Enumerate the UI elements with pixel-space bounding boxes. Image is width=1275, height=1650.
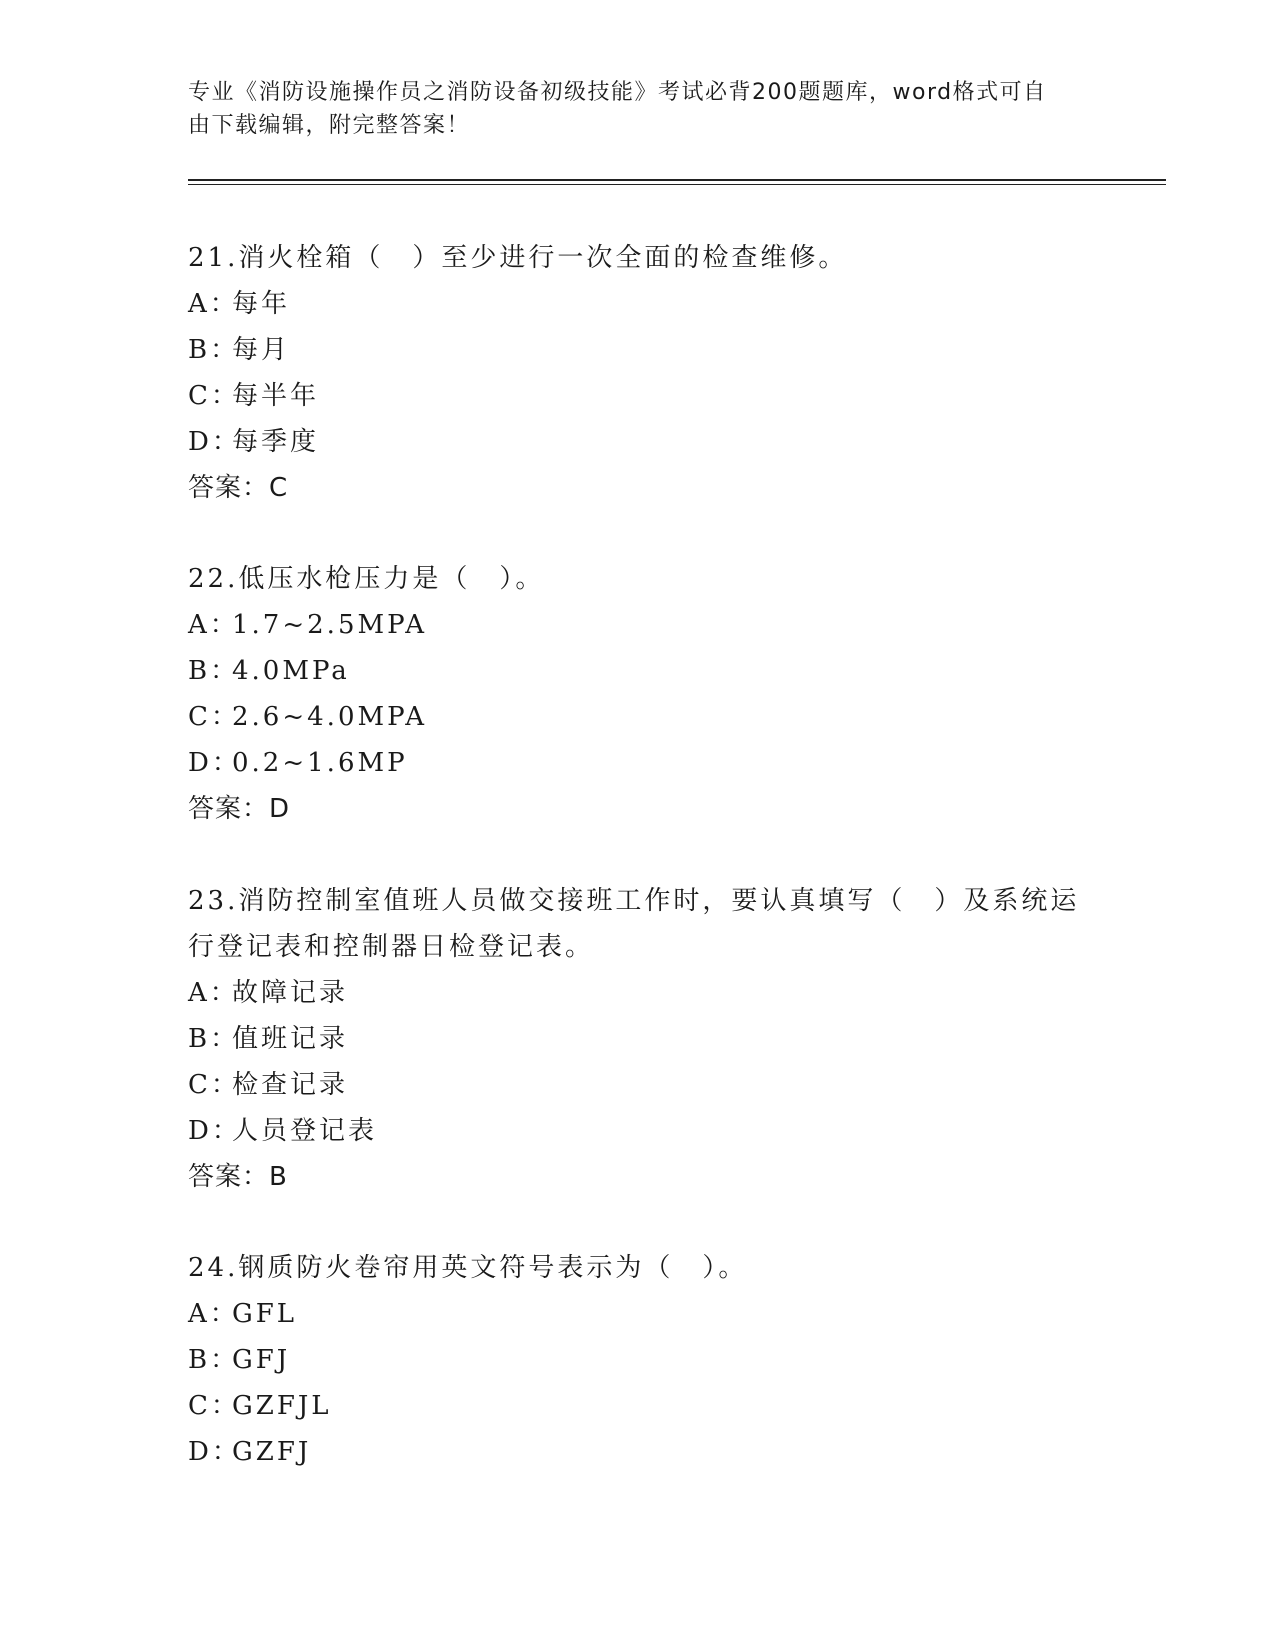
option-c [188,1062,1088,1108]
option-letter: D： [188,748,241,778]
option-letter: D： [188,1116,241,1146]
option-text: 人员登记表 [232,1116,378,1146]
document-page [188,0,1168,185]
option-text: 值班记录 [232,1024,349,1054]
option-b [188,327,1088,373]
option-letter: D： [188,1437,241,1467]
option-b [188,1337,1088,1383]
question-stem: 22.低压水枪压力是（ ）。 [188,564,545,594]
option-a [188,281,1088,327]
option-letter: A： [188,289,239,319]
question-stem: 23.消防控制室值班人员做交接班工作时，要认真填写（ ）及系统运行登记表和控制器日检登记表。 [188,886,1080,962]
option-letter: B： [188,656,240,686]
option-text: 0.2~1.6MP [232,748,408,778]
option-b [188,648,1088,694]
option-letter: D： [188,427,241,457]
option-d [188,740,1088,786]
option-d [188,1429,1088,1475]
question-21 [188,235,1088,511]
option-d [188,1108,1088,1154]
option-text: 检查记录 [232,1070,349,1100]
option-letter: A： [188,978,239,1008]
option-letter: B： [188,335,240,365]
question-22 [188,556,1088,832]
option-d [188,419,1088,465]
option-letter: C： [188,702,240,732]
option-text: GFL [232,1299,298,1329]
option-letter: B： [188,1345,240,1375]
option-text: 2.6~4.0MPA [232,702,427,732]
answer-line: 答案：C [188,473,289,503]
option-b [188,1016,1088,1062]
option-text: GFJ [232,1345,291,1375]
question-23 [188,878,1088,1200]
question-stem: 24.钢质防火卷帘用英文符号表示为（ ）。 [188,1253,748,1283]
answer-line: 答案：D [188,794,291,824]
option-text: 每季度 [232,427,320,457]
option-c [188,694,1088,740]
option-text: 1.7~2.5MPA [232,610,427,640]
option-c [188,373,1088,419]
option-c [188,1383,1088,1429]
option-a [188,602,1088,648]
option-letter: A： [188,1299,239,1329]
option-letter: C： [188,1070,240,1100]
option-letter: C： [188,1391,240,1421]
option-text: GZFJL [232,1391,332,1421]
option-letter: C： [188,381,240,411]
document-header: 专业《消防设施操作员之消防设备初级技能》考试必背200题题库，word格式可自由下载编辑，附完整答案！ [188,80,1047,138]
option-text: 每月 [232,335,291,365]
question-stem: 21.消火栓箱（ ）至少进行一次全面的检查维修。 [188,243,848,273]
option-text: 故障记录 [232,978,349,1008]
header-divider [188,179,1166,185]
answer-line: 答案：B [188,1162,288,1192]
option-a [188,1291,1088,1337]
option-a [188,970,1088,1016]
question-24 [188,1245,1088,1475]
option-letter: B： [188,1024,240,1054]
option-text: 4.0MPa [232,656,350,686]
option-text: GZFJ [232,1437,312,1467]
option-text: 每半年 [232,381,320,411]
option-letter: A： [188,610,239,640]
option-text: 每年 [232,289,291,319]
